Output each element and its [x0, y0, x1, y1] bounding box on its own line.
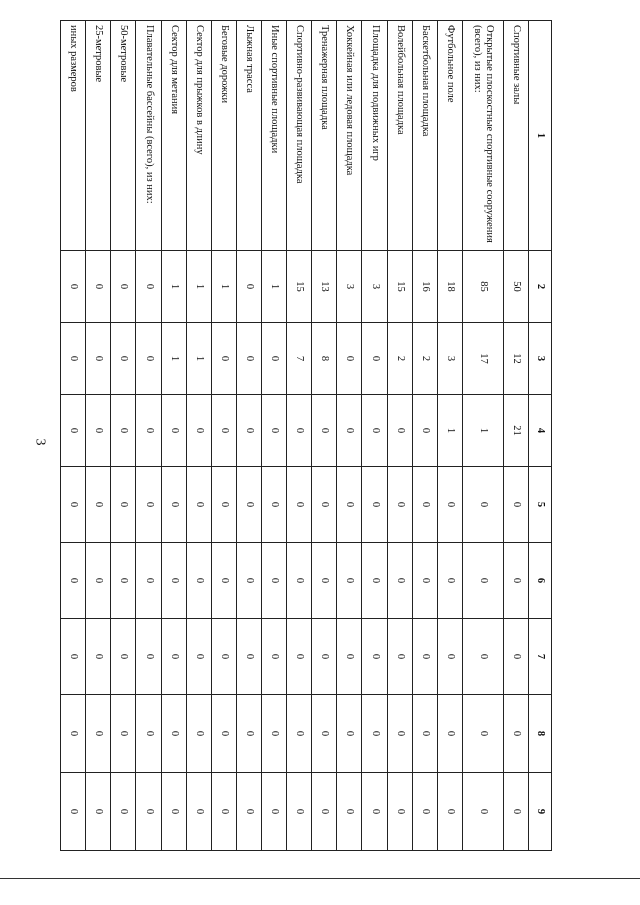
table-cell: 0: [161, 773, 186, 851]
table-cell: 0: [362, 695, 387, 773]
table-cell: 0: [337, 695, 362, 773]
row-label: Волейбольная площадка: [387, 21, 412, 251]
column-header: 3: [529, 323, 552, 395]
table-cell: 0: [136, 773, 161, 851]
table-cell: 0: [287, 467, 312, 543]
table-cell: 2: [412, 323, 437, 395]
table-cell: 0: [111, 695, 136, 773]
row-label: Хоккейная или ледовая площадка: [337, 21, 362, 251]
table-cell: 0: [262, 467, 287, 543]
row-label: Сектор для метания: [161, 21, 186, 251]
table-cell: 0: [236, 695, 261, 773]
table-cell: 0: [111, 467, 136, 543]
table-cell: 0: [412, 543, 437, 619]
column-header: 2: [529, 251, 552, 323]
table-cell: 0: [236, 251, 261, 323]
table-cell: 12: [503, 323, 528, 395]
table-cell: 0: [362, 773, 387, 851]
table-cell: 0: [262, 323, 287, 395]
table-cell: 0: [86, 323, 111, 395]
table-cell: 0: [387, 395, 412, 467]
table-cell: 0: [86, 695, 111, 773]
table-cell: 0: [136, 395, 161, 467]
table-cell: 0: [287, 695, 312, 773]
table-cell: 1: [161, 251, 186, 323]
table-row: [462, 21, 503, 851]
table-cell: 0: [236, 467, 261, 543]
table-cell: 0: [236, 773, 261, 851]
table-cell: 0: [186, 467, 211, 543]
table-cell: 0: [387, 773, 412, 851]
table-row: [412, 21, 437, 851]
table-cell: 18: [437, 251, 462, 323]
table-cell: 0: [86, 251, 111, 323]
table-row: [362, 21, 387, 851]
table-cell: 0: [337, 395, 362, 467]
table-cell: 0: [337, 323, 362, 395]
table-cell: 50: [503, 251, 528, 323]
table-cell: 0: [86, 619, 111, 695]
table-cell: 3: [362, 251, 387, 323]
table-cell: 1: [186, 323, 211, 395]
column-header: 9: [529, 773, 552, 851]
table-cell: 0: [186, 695, 211, 773]
table-cell: 0: [136, 467, 161, 543]
table-cell: 1: [211, 251, 236, 323]
table-cell: 0: [312, 619, 337, 695]
table-cell: 0: [61, 695, 86, 773]
table-cell: 0: [136, 323, 161, 395]
table-cell: 0: [86, 543, 111, 619]
table-cell: 0: [111, 251, 136, 323]
row-label: Лыжная трасса: [236, 21, 261, 251]
table-cell: 0: [437, 543, 462, 619]
footer-divider: [0, 878, 640, 879]
table-cell: 15: [387, 251, 412, 323]
table-cell: 0: [111, 543, 136, 619]
table-cell: 0: [262, 695, 287, 773]
table-row: [236, 21, 261, 851]
column-header: 1: [529, 21, 552, 251]
table-cell: 0: [412, 467, 437, 543]
table-cell: 17: [462, 323, 503, 395]
table-cell: 0: [287, 619, 312, 695]
table-cell: 0: [61, 323, 86, 395]
table-cell: 0: [312, 773, 337, 851]
table-cell: 0: [211, 773, 236, 851]
table-cell: 0: [503, 773, 528, 851]
table-cell: 0: [211, 543, 236, 619]
row-label: 50-метровые: [111, 21, 136, 251]
row-label: Баскетбольная площадка: [412, 21, 437, 251]
table-cell: 0: [236, 323, 261, 395]
table-cell: 21: [503, 395, 528, 467]
table-cell: 0: [312, 395, 337, 467]
table-cell: 0: [61, 619, 86, 695]
table-cell: 0: [161, 543, 186, 619]
table-cell: 0: [387, 467, 412, 543]
table-cell: 0: [161, 467, 186, 543]
row-label: Футбольное поле: [437, 21, 462, 251]
table-cell: 0: [186, 773, 211, 851]
table-cell: 0: [387, 619, 412, 695]
table-cell: 0: [136, 251, 161, 323]
rotated-table-frame: [60, 20, 552, 850]
table-cell: 0: [387, 543, 412, 619]
table-cell: 0: [262, 543, 287, 619]
table-cell: 0: [211, 695, 236, 773]
column-header: 5: [529, 467, 552, 543]
row-label: Спортивные залы: [503, 21, 528, 251]
table-cell: 0: [236, 543, 261, 619]
table-cell: 0: [362, 323, 387, 395]
table-cell: 0: [136, 695, 161, 773]
table-row: [186, 21, 211, 851]
table-cell: 0: [86, 773, 111, 851]
table-cell: 0: [503, 619, 528, 695]
table-row: [312, 21, 337, 851]
table-cell: 8: [312, 323, 337, 395]
table-cell: 0: [312, 467, 337, 543]
table-body: [61, 21, 529, 851]
table-row: [61, 21, 86, 851]
table-row: [287, 21, 312, 851]
table-cell: 0: [262, 773, 287, 851]
row-label: Плавательные бассейны (всего), из них:: [136, 21, 161, 251]
table-cell: 0: [86, 467, 111, 543]
table-cell: 0: [111, 395, 136, 467]
table-cell: 0: [136, 543, 161, 619]
table-cell: 1: [186, 251, 211, 323]
table-row: [387, 21, 412, 851]
table-cell: 0: [211, 395, 236, 467]
table-cell: 13: [312, 251, 337, 323]
table-cell: 1: [437, 395, 462, 467]
table-cell: 0: [86, 395, 111, 467]
table-cell: 0: [337, 619, 362, 695]
table-cell: 0: [462, 695, 503, 773]
table-cell: 0: [186, 543, 211, 619]
table-row: [262, 21, 287, 851]
table-cell: 1: [462, 395, 503, 467]
table-cell: 0: [337, 543, 362, 619]
page-number: 3: [32, 438, 48, 446]
table-row: [437, 21, 462, 851]
table-cell: 0: [312, 543, 337, 619]
table-cell: 0: [211, 619, 236, 695]
table-row: [136, 21, 161, 851]
row-label: Иные спортивные площадки: [262, 21, 287, 251]
table-row: [86, 21, 111, 851]
table-cell: 0: [503, 543, 528, 619]
table-cell: 0: [61, 251, 86, 323]
table-cell: 0: [211, 323, 236, 395]
table-cell: 0: [262, 619, 287, 695]
table-cell: 0: [136, 619, 161, 695]
column-header: 7: [529, 619, 552, 695]
column-header: 6: [529, 543, 552, 619]
table-cell: 3: [337, 251, 362, 323]
table-cell: 0: [437, 773, 462, 851]
table-cell: 0: [287, 395, 312, 467]
row-label: Беговые дорожки: [211, 21, 236, 251]
row-label: Тренажерная площадка: [312, 21, 337, 251]
table-cell: 0: [161, 395, 186, 467]
table-cell: 0: [236, 395, 261, 467]
row-label: Площадка для подвижных игр: [362, 21, 387, 251]
table-cell: 0: [387, 695, 412, 773]
table-cell: 0: [161, 695, 186, 773]
table-cell: 0: [61, 543, 86, 619]
table-cell: 16: [412, 251, 437, 323]
column-header: 8: [529, 695, 552, 773]
table-cell: 0: [312, 695, 337, 773]
table-cell: 0: [412, 395, 437, 467]
table-row: [337, 21, 362, 851]
table-cell: 0: [503, 695, 528, 773]
table-cell: 0: [437, 467, 462, 543]
table-header-row: [529, 21, 552, 851]
table-row: [161, 21, 186, 851]
table-cell: 0: [412, 773, 437, 851]
table-cell: 1: [161, 323, 186, 395]
table-row: [503, 21, 528, 851]
row-label: иных размеров: [61, 21, 86, 251]
table-row: [211, 21, 236, 851]
table-cell: 0: [111, 619, 136, 695]
table-cell: 0: [287, 543, 312, 619]
table-cell: 0: [186, 395, 211, 467]
table-cell: 2: [387, 323, 412, 395]
table-cell: 3: [437, 323, 462, 395]
table-cell: 0: [362, 467, 387, 543]
table-cell: 0: [337, 773, 362, 851]
table-cell: 0: [337, 467, 362, 543]
table-cell: 0: [61, 395, 86, 467]
table-cell: 0: [362, 395, 387, 467]
table-row: [111, 21, 136, 851]
column-header: 4: [529, 395, 552, 467]
table-cell: 0: [462, 543, 503, 619]
table-cell: 15: [287, 251, 312, 323]
row-label: Спортивно-развивающая площадка: [287, 21, 312, 251]
row-label: Сектор для прыжков в длину: [186, 21, 211, 251]
table-cell: 0: [437, 619, 462, 695]
table-cell: 0: [211, 467, 236, 543]
table-cell: 7: [287, 323, 312, 395]
row-label: 25-метровые: [86, 21, 111, 251]
table-cell: 0: [462, 619, 503, 695]
table-container: [60, 20, 552, 850]
table-cell: 0: [236, 619, 261, 695]
table-cell: 0: [111, 773, 136, 851]
sports-facilities-table: [60, 20, 552, 851]
table-cell: 0: [111, 323, 136, 395]
row-label: Открытые плоскостные спортивные сооружения (всего), из них:: [462, 21, 503, 251]
table-cell: 0: [61, 773, 86, 851]
table-cell: 0: [362, 619, 387, 695]
table-cell: 85: [462, 251, 503, 323]
table-cell: 0: [186, 619, 211, 695]
table-cell: 0: [362, 543, 387, 619]
table-cell: 0: [437, 695, 462, 773]
table-cell: 0: [287, 773, 312, 851]
table-cell: 0: [61, 467, 86, 543]
table-cell: 0: [412, 619, 437, 695]
table-cell: 0: [262, 395, 287, 467]
table-cell: 0: [412, 695, 437, 773]
table-cell: 0: [161, 619, 186, 695]
table-cell: 0: [462, 467, 503, 543]
table-cell: 0: [462, 773, 503, 851]
table-cell: 1: [262, 251, 287, 323]
table-cell: 0: [503, 467, 528, 543]
